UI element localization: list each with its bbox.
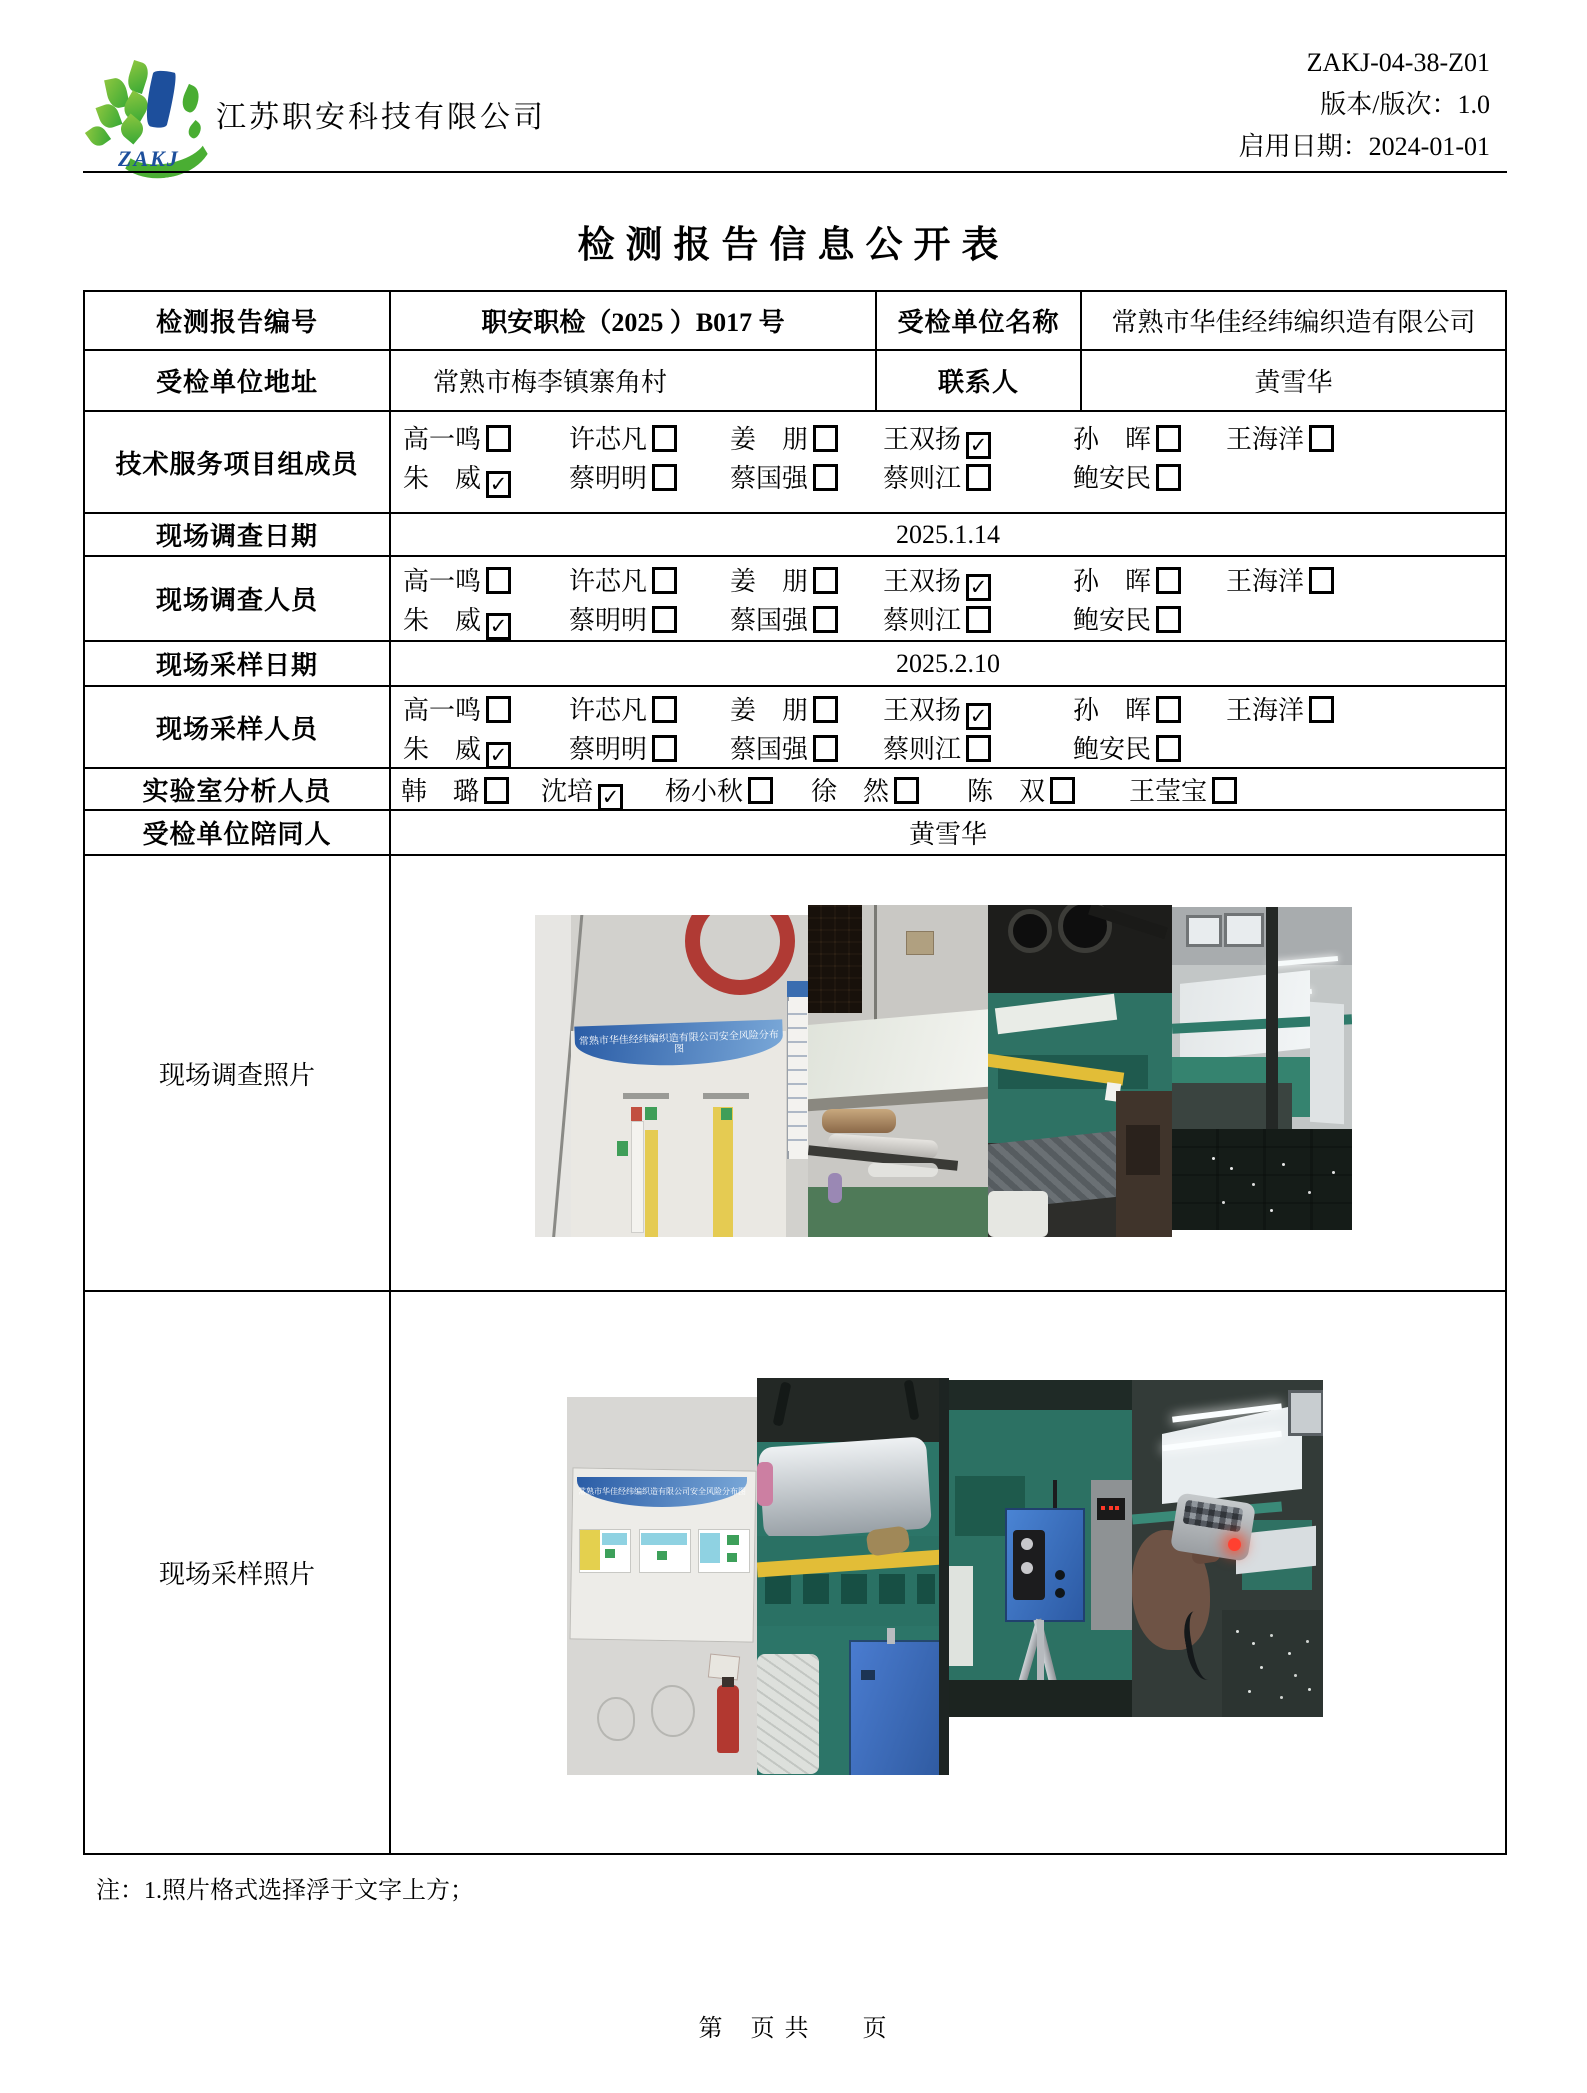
checkbox [1050,777,1075,804]
chart-bar-yellow-wide [713,1107,733,1237]
member [401,771,509,808]
sampling-photo-layout-poster [567,1397,757,1775]
member-name: 王双扬 [883,567,962,596]
member [569,561,677,598]
sample-staff-roster [389,687,1505,767]
machine-dark-slots [765,1574,935,1604]
chart-green-cap [645,1107,657,1120]
member-name: 蔡明明 [569,735,648,764]
table-row [85,410,1505,512]
member-name: 王双扬 [883,696,962,725]
member [1073,419,1181,456]
survey-photo-risk-poster [535,915,808,1237]
company-logo [85,60,210,160]
member-name: 朱 威 [403,735,482,764]
roster-line [391,771,1505,809]
escort-label: 受检单位陪同人 [142,820,332,849]
checkbox [652,425,677,452]
table-row [85,809,1505,854]
checkbox [813,735,838,762]
member [883,690,991,730]
member [883,458,991,495]
roster-line [391,419,1505,459]
wall-sign-header [787,981,808,997]
chart-bar-yellow [645,1130,658,1237]
table-row [85,349,1505,410]
roster-line [391,561,1505,601]
escort-value: 黄雪华 [389,811,1505,854]
panel-port [1055,1570,1065,1580]
wall-doodle [651,1685,695,1737]
checkbox [652,696,677,723]
member-name: 孙 晖 [1073,696,1152,725]
checkbox [748,777,773,804]
doc-start-date: 启用日期：2024-01-01 [1238,132,1490,161]
floor-dark [949,1680,1132,1717]
table-row [85,640,1505,685]
page-title: 检测报告信息公开表 [577,224,1010,265]
team-roster [389,412,1505,512]
member [569,419,677,456]
checkbox [813,606,838,633]
checkbox [486,696,511,723]
wrist-strap [1180,1607,1228,1682]
member [1073,458,1181,495]
panel-cyan-strip [641,1533,687,1545]
member [1073,561,1181,598]
member [569,690,677,727]
member [403,729,511,767]
panel-cyan-strip [602,1533,627,1545]
member-name: 王海洋 [1226,425,1305,454]
roster-line [391,600,1505,640]
chart-green-cap [721,1108,732,1120]
panel-knob [1021,1562,1033,1574]
survey-staff-roster [389,557,1505,640]
chart-bar-white [631,1121,644,1233]
fabric-beam-roll [758,1436,932,1539]
blue-control-box [849,1640,945,1775]
doc-version: 版本/版次：1.0 [1320,90,1490,119]
member [967,771,1075,808]
member [883,600,991,637]
checkbox [1156,567,1181,594]
lab-analysts-roster [389,769,1505,809]
member [883,561,991,601]
white-fabric-sliver [949,1566,973,1666]
checkbox [1309,696,1334,723]
member-name: 蔡国强 [730,606,809,635]
sample-photo-label: 现场采样照片 [158,1560,315,1589]
header-rule [83,171,1507,173]
member [1073,690,1181,727]
unit-addr-value: 常熟市梅李镇寨角村 [389,351,875,410]
fabric-web [1180,970,1310,1062]
panel-exit-mark [727,1535,739,1545]
member [569,458,677,495]
member-name: 姜 朋 [730,567,809,596]
member-name: 蔡国强 [730,464,809,493]
survey-date-label: 现场调查日期 [155,522,318,551]
table-row [85,555,1505,640]
member-name: 沈培 [541,777,594,806]
checkbox [813,464,838,491]
table-row [85,767,1505,809]
sample-date-label: 现场采样日期 [155,651,318,680]
chart-label [623,1093,669,1099]
footnote: 注：1.照片格式选择浮于文字上方； [96,1878,474,1904]
checkbox [1156,696,1181,723]
member-name: 许芯凡 [569,567,648,596]
checkbox [652,567,677,594]
member-name: 徐 然 [811,777,890,806]
table-row [85,685,1505,767]
chart-label [703,1093,749,1099]
member [665,771,773,808]
panel-exit-mark [605,1549,615,1558]
member-name: 许芯凡 [569,425,648,454]
chart-green-sign [617,1141,628,1156]
fluff [868,1163,938,1177]
checkbox [1156,735,1181,762]
member-name: 姜 朋 [730,425,809,454]
company-name: 江苏职安科技有限公司 [216,101,546,134]
member [883,729,991,766]
member [403,690,511,727]
table-row [85,512,1505,555]
panel-exit-mark [727,1553,737,1562]
chart-bar-red-cap [631,1107,642,1121]
checkbox-checked: ✓ [966,574,991,601]
purple-roll [828,1173,842,1203]
report-no-label: 检测报告编号 [155,308,318,337]
checkbox [966,464,991,491]
member-name: 王海洋 [1226,567,1305,596]
checkbox-checked: ✓ [486,613,511,640]
poster-banner: 常熟市华佳经纬编织造有限公司安全风险分布图 [577,1477,747,1507]
checkbox [813,567,838,594]
team-label: 技术服务项目组成员 [115,449,359,479]
member-name: 蔡明明 [569,606,648,635]
member [1226,419,1334,456]
tan-roller [822,1109,896,1133]
survey-photo-inspection-room [1172,907,1352,1230]
member-name: 蔡国强 [730,735,809,764]
hanging-fabric [1310,1002,1344,1124]
member-name: 许芯凡 [569,696,648,725]
member-name: 鲍安民 [1073,735,1152,764]
member-name: 鲍安民 [1073,606,1152,635]
checkbox-checked: ✓ [966,703,991,730]
red-logo-arc [685,915,795,995]
checkbox [1156,464,1181,491]
fabric-scrap [988,1191,1048,1237]
member-name: 朱 威 [403,464,482,493]
sampling-photo-machine-roll [757,1378,949,1775]
member [403,600,511,640]
unit-name-label: 受检单位名称 [875,292,1080,349]
tile-floor [1172,1129,1352,1230]
window-lattice [808,905,862,1013]
wrapped-bundle [757,1654,819,1774]
member [730,419,838,456]
pulley-wheel [1008,909,1052,953]
member-name: 王双扬 [883,425,962,454]
member-name: 陈 双 [967,777,1046,806]
unit-addr-label: 受检单位地址 [155,368,318,397]
checkbox [484,777,509,804]
member [541,771,623,809]
unit-name-value: 常熟市华佳经纬编织造有限公司 [1080,292,1505,349]
member [1073,729,1181,766]
page-footer: 第 页 共 页 [698,2016,889,2042]
report-no-value: 职安职检（2025 ）B017 号 [389,292,875,349]
survey-staff-label: 现场调查人员 [155,586,318,615]
roll-pink-cap [757,1462,773,1506]
floor-speckles [1212,1157,1215,1160]
survey-date-value: 2025.1.14 [389,514,1505,555]
checkbox [1156,425,1181,452]
checkbox [486,425,511,452]
red-led [1228,1538,1241,1551]
member [569,600,677,637]
fire-extinguisher [717,1685,739,1753]
checkbox [652,606,677,633]
survey-photo-knitting-machine [988,905,1172,1237]
checkbox [1309,567,1334,594]
checkbox [966,735,991,762]
wall-pipe [874,905,877,1025]
member-name: 高一鸣 [403,425,482,454]
member [1129,771,1237,808]
member [730,458,838,495]
sampling-photo-sampler-tripod [949,1380,1132,1717]
checkbox [1156,606,1181,633]
member [403,419,511,456]
edge-dark [939,1378,949,1775]
sample-date-value: 2025.2.10 [389,642,1505,685]
ceiling-beam [949,1380,1132,1410]
doc-code: ZAKJ-04-38-Z01 [1306,48,1490,77]
survey-photo-label: 现场调查照片 [158,1060,315,1090]
sampler-handle [1053,1480,1057,1510]
member [730,600,838,637]
window [1224,913,1264,947]
member-name: 蔡则江 [883,606,962,635]
window [1186,915,1222,947]
poster-banner: 常熟市华佳经纬编织造有限公司安全风险分布图 [574,1019,783,1068]
speckled-floor [1222,1610,1323,1717]
sampling-photo-handheld-meter [1132,1380,1323,1717]
wall-sign-lines [788,1001,807,1151]
checkbox [894,777,919,804]
member-name: 王海洋 [1226,696,1305,725]
member [730,729,838,766]
floor-speckles [1236,1630,1239,1633]
member-name: 孙 晖 [1073,567,1152,596]
member-name: 蔡则江 [883,464,962,493]
member-name: 杨小秋 [665,777,744,806]
member-name: 姜 朋 [730,696,809,725]
member [1073,600,1181,637]
window-patch [1288,1390,1323,1436]
lab-analysts-label: 实验室分析人员 [142,776,332,806]
equipment-detail [1126,1125,1160,1175]
panel-yellow-block [580,1530,600,1570]
member [730,690,838,727]
box-latch [861,1670,875,1680]
member-name: 韩 璐 [401,777,480,806]
member [730,561,838,598]
logo-leaf [125,60,151,94]
checkbox [966,606,991,633]
checkbox [1212,777,1237,804]
checkbox [1309,425,1334,452]
sample-staff-label: 现场采样人员 [155,714,318,744]
member-name: 高一鸣 [403,696,482,725]
roster-line [391,690,1505,730]
extinguisher-handle [722,1677,734,1687]
box-nozzle [887,1628,895,1644]
member-name: 孙 晖 [1073,425,1152,454]
member-name: 王莹宝 [1129,777,1208,806]
member [1226,690,1334,727]
survey-photo-roller-machine [808,905,988,1237]
table-row [85,292,1505,349]
member [883,419,991,459]
roster-line [391,458,1505,498]
member-name: 鲍安民 [1073,464,1152,493]
document-control-block [1239,42,1490,168]
panel-knob [1021,1538,1033,1550]
member [1226,561,1334,598]
checkbox-checked: ✓ [966,432,991,459]
member [403,561,511,598]
contact-label: 联系人 [875,351,1080,410]
checkbox-checked: ✓ [486,742,511,767]
member [403,458,511,498]
wall-doodle [597,1697,635,1741]
member-name: 高一鸣 [403,567,482,596]
panel-exit-mark [657,1551,667,1560]
checkbox [813,696,838,723]
logo-text: ZAKJ [118,146,180,171]
wall-box [906,931,934,955]
contact-value: 黄雪华 [1080,351,1505,410]
member-name: 蔡则江 [883,735,962,764]
member-name: 朱 威 [403,606,482,635]
screen-red-digits [1101,1506,1105,1510]
panel-cyan-strip [700,1533,720,1563]
checkbox-checked: ✓ [598,784,623,809]
roster-line [391,729,1505,767]
checkbox [652,464,677,491]
checkbox [486,567,511,594]
member-name: 蔡明明 [569,464,648,493]
checkbox-checked: ✓ [486,471,511,498]
checkbox [813,425,838,452]
member [811,771,919,808]
member [569,729,677,766]
checkbox [652,735,677,762]
